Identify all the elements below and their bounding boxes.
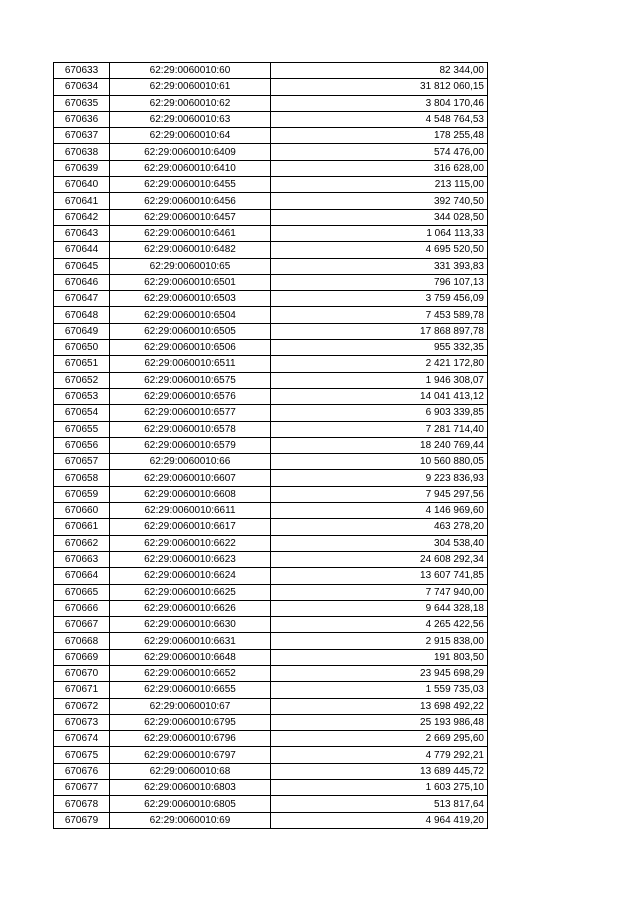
row-number-cell: 670643 — [54, 225, 110, 241]
row-number-cell: 670667 — [54, 617, 110, 633]
cadastral-value-cell: 17 868 897,78 — [271, 323, 488, 339]
cadastral-number-cell: 62:29:0060010:68 — [110, 763, 271, 779]
cadastral-number-cell: 62:29:0060010:6501 — [110, 274, 271, 290]
cadastral-number-cell: 62:29:0060010:60 — [110, 63, 271, 79]
table-row — [54, 177, 488, 193]
table-row — [54, 437, 488, 453]
cadastral-value-cell: 2 915 838,00 — [271, 633, 488, 649]
cadastral-number-cell: 62:29:0060010:6611 — [110, 503, 271, 519]
cadastral-value-cell: 4 779 292,21 — [271, 747, 488, 763]
cadastral-number-cell: 62:29:0060010:6652 — [110, 665, 271, 681]
cadastral-value-cell: 1 603 275,10 — [271, 780, 488, 796]
cadastral-number-cell: 62:29:0060010:66 — [110, 454, 271, 470]
cadastral-value-cell: 7 281 714,40 — [271, 421, 488, 437]
row-number-cell: 670655 — [54, 421, 110, 437]
row-number-cell: 670635 — [54, 95, 110, 111]
cadastral-number-cell: 62:29:0060010:6623 — [110, 551, 271, 567]
cadastral-number-cell: 62:29:0060010:6511 — [110, 356, 271, 372]
table-row — [54, 568, 488, 584]
cadastral-value-cell: 7 945 297,56 — [271, 486, 488, 502]
table-row — [54, 617, 488, 633]
row-number-cell: 670646 — [54, 274, 110, 290]
cadastral-value-cell: 955 332,35 — [271, 340, 488, 356]
table-row — [54, 372, 488, 388]
table-row — [54, 682, 488, 698]
row-number-cell: 670676 — [54, 763, 110, 779]
row-number-cell: 670638 — [54, 144, 110, 160]
cadastral-number-cell: 62:29:0060010:6579 — [110, 437, 271, 453]
row-number-cell: 670639 — [54, 160, 110, 176]
cadastral-value-cell: 4 146 969,60 — [271, 503, 488, 519]
cadastral-number-cell: 62:29:0060010:6576 — [110, 388, 271, 404]
table-row — [54, 698, 488, 714]
cadastral-value-cell: 4 548 764,53 — [271, 111, 488, 127]
table-row — [54, 486, 488, 502]
row-number-cell: 670649 — [54, 323, 110, 339]
table-row — [54, 323, 488, 339]
cadastral-value-cell: 6 903 339,85 — [271, 405, 488, 421]
row-number-cell: 670645 — [54, 258, 110, 274]
cadastral-value-cell: 1 064 113,33 — [271, 225, 488, 241]
cadastral-value-cell: 331 393,83 — [271, 258, 488, 274]
cadastral-value-cell: 463 278,20 — [271, 519, 488, 535]
cadastral-value-cell: 191 803,50 — [271, 649, 488, 665]
row-number-cell: 670661 — [54, 519, 110, 535]
table-row — [54, 307, 488, 323]
cadastral-value-cell: 13 689 445,72 — [271, 763, 488, 779]
table-row — [54, 665, 488, 681]
cadastral-value-cell: 2 421 172,80 — [271, 356, 488, 372]
cadastral-number-cell: 62:29:0060010:6795 — [110, 714, 271, 730]
cadastral-value-cell: 7 747 940,00 — [271, 584, 488, 600]
row-number-cell: 670652 — [54, 372, 110, 388]
cadastral-number-cell: 62:29:0060010:67 — [110, 698, 271, 714]
table-row — [54, 128, 488, 144]
cadastral-number-cell: 62:29:0060010:6622 — [110, 535, 271, 551]
row-number-cell: 670657 — [54, 454, 110, 470]
cadastral-value-cell: 10 560 880,05 — [271, 454, 488, 470]
cadastral-value-cell: 574 476,00 — [271, 144, 488, 160]
table-row — [54, 747, 488, 763]
table-row — [54, 763, 488, 779]
cadastral-value-cell: 7 453 589,78 — [271, 307, 488, 323]
cadastral-number-cell: 62:29:0060010:64 — [110, 128, 271, 144]
cadastral-number-cell: 62:29:0060010:6504 — [110, 307, 271, 323]
cadastral-number-cell: 62:29:0060010:6607 — [110, 470, 271, 486]
cadastral-number-cell: 62:29:0060010:6608 — [110, 486, 271, 502]
row-number-cell: 670675 — [54, 747, 110, 763]
table-row — [54, 225, 488, 241]
cadastral-number-cell: 62:29:0060010:69 — [110, 812, 271, 828]
table-row — [54, 535, 488, 551]
cadastral-number-cell: 62:29:0060010:6625 — [110, 584, 271, 600]
row-number-cell: 670644 — [54, 242, 110, 258]
row-number-cell: 670659 — [54, 486, 110, 502]
row-number-cell: 670662 — [54, 535, 110, 551]
cadastral-number-cell: 62:29:0060010:6805 — [110, 796, 271, 812]
cadastral-number-cell: 62:29:0060010:6803 — [110, 780, 271, 796]
table-row — [54, 714, 488, 730]
table-row — [54, 144, 488, 160]
row-number-cell: 670637 — [54, 128, 110, 144]
cadastral-value-cell: 3 804 170,46 — [271, 95, 488, 111]
row-number-cell: 670678 — [54, 796, 110, 812]
row-number-cell: 670647 — [54, 291, 110, 307]
table-row — [54, 780, 488, 796]
cadastral-number-cell: 62:29:0060010:6796 — [110, 731, 271, 747]
table-row — [54, 160, 488, 176]
cadastral-value-cell: 344 028,50 — [271, 209, 488, 225]
table-row — [54, 454, 488, 470]
cadastral-value-cell: 3 759 456,09 — [271, 291, 488, 307]
cadastral-value-cell: 13 698 492,22 — [271, 698, 488, 714]
row-number-cell: 670648 — [54, 307, 110, 323]
table-row — [54, 258, 488, 274]
cadastral-value-cell: 4 695 520,50 — [271, 242, 488, 258]
row-number-cell: 670640 — [54, 177, 110, 193]
cadastral-number-cell: 62:29:0060010:6461 — [110, 225, 271, 241]
table-row — [54, 649, 488, 665]
cadastral-value-cell: 513 817,64 — [271, 796, 488, 812]
cadastral-value-cell: 18 240 769,44 — [271, 437, 488, 453]
row-number-cell: 670656 — [54, 437, 110, 453]
cadastral-value-table — [53, 62, 488, 829]
row-number-cell: 670658 — [54, 470, 110, 486]
row-number-cell: 670673 — [54, 714, 110, 730]
cadastral-value-cell: 4 265 422,56 — [271, 617, 488, 633]
table-row — [54, 95, 488, 111]
table-row — [54, 63, 488, 79]
cadastral-number-cell: 62:29:0060010:6626 — [110, 600, 271, 616]
cadastral-number-cell: 62:29:0060010:6655 — [110, 682, 271, 698]
cadastral-number-cell: 62:29:0060010:6455 — [110, 177, 271, 193]
cadastral-value-cell: 796 107,13 — [271, 274, 488, 290]
table-row — [54, 405, 488, 421]
row-number-cell: 670674 — [54, 731, 110, 747]
cadastral-number-cell: 62:29:0060010:62 — [110, 95, 271, 111]
row-number-cell: 670669 — [54, 649, 110, 665]
cadastral-number-cell: 62:29:0060010:6506 — [110, 340, 271, 356]
table-row — [54, 242, 488, 258]
cadastral-number-cell: 62:29:0060010:6410 — [110, 160, 271, 176]
row-number-cell: 670665 — [54, 584, 110, 600]
cadastral-number-cell: 62:29:0060010:6797 — [110, 747, 271, 763]
row-number-cell: 670670 — [54, 665, 110, 681]
cadastral-number-cell: 62:29:0060010:6409 — [110, 144, 271, 160]
cadastral-value-cell: 24 608 292,34 — [271, 551, 488, 567]
row-number-cell: 670663 — [54, 551, 110, 567]
cadastral-number-cell: 62:29:0060010:65 — [110, 258, 271, 274]
table-row — [54, 584, 488, 600]
table-row — [54, 356, 488, 372]
cadastral-number-cell: 62:29:0060010:61 — [110, 79, 271, 95]
cadastral-value-cell: 9 223 836,93 — [271, 470, 488, 486]
cadastral-number-cell: 62:29:0060010:6631 — [110, 633, 271, 649]
cadastral-number-cell: 62:29:0060010:6482 — [110, 242, 271, 258]
table-row — [54, 519, 488, 535]
table-row — [54, 633, 488, 649]
row-number-cell: 670668 — [54, 633, 110, 649]
row-number-cell: 670633 — [54, 63, 110, 79]
table-row — [54, 111, 488, 127]
row-number-cell: 670666 — [54, 600, 110, 616]
table-row — [54, 274, 488, 290]
cadastral-value-cell: 31 812 060,15 — [271, 79, 488, 95]
cadastral-value-cell: 14 041 413,12 — [271, 388, 488, 404]
table-row — [54, 503, 488, 519]
cadastral-value-cell: 2 669 295,60 — [271, 731, 488, 747]
row-number-cell: 670677 — [54, 780, 110, 796]
row-number-cell: 670653 — [54, 388, 110, 404]
table-row — [54, 388, 488, 404]
cadastral-value-cell: 23 945 698,29 — [271, 665, 488, 681]
cadastral-table-container — [53, 62, 487, 829]
cadastral-value-cell: 25 193 986,48 — [271, 714, 488, 730]
cadastral-number-cell: 62:29:0060010:6624 — [110, 568, 271, 584]
row-number-cell: 670671 — [54, 682, 110, 698]
row-number-cell: 670634 — [54, 79, 110, 95]
cadastral-value-cell: 4 964 419,20 — [271, 812, 488, 828]
row-number-cell: 670672 — [54, 698, 110, 714]
cadastral-value-cell: 392 740,50 — [271, 193, 488, 209]
table-body — [54, 63, 488, 829]
table-row — [54, 812, 488, 828]
cadastral-number-cell: 62:29:0060010:6617 — [110, 519, 271, 535]
cadastral-value-cell: 1 559 735,03 — [271, 682, 488, 698]
cadastral-value-cell: 82 344,00 — [271, 63, 488, 79]
cadastral-number-cell: 62:29:0060010:6457 — [110, 209, 271, 225]
row-number-cell: 670651 — [54, 356, 110, 372]
row-number-cell: 670679 — [54, 812, 110, 828]
row-number-cell: 670650 — [54, 340, 110, 356]
cadastral-number-cell: 62:29:0060010:63 — [110, 111, 271, 127]
cadastral-number-cell: 62:29:0060010:6456 — [110, 193, 271, 209]
cadastral-number-cell: 62:29:0060010:6503 — [110, 291, 271, 307]
cadastral-value-cell: 304 538,40 — [271, 535, 488, 551]
table-row — [54, 340, 488, 356]
table-row — [54, 731, 488, 747]
table-row — [54, 470, 488, 486]
cadastral-value-cell: 213 115,00 — [271, 177, 488, 193]
cadastral-number-cell: 62:29:0060010:6505 — [110, 323, 271, 339]
row-number-cell: 670660 — [54, 503, 110, 519]
table-row — [54, 193, 488, 209]
cadastral-number-cell: 62:29:0060010:6648 — [110, 649, 271, 665]
table-row — [54, 600, 488, 616]
cadastral-value-cell: 178 255,48 — [271, 128, 488, 144]
cadastral-number-cell: 62:29:0060010:6575 — [110, 372, 271, 388]
cadastral-value-cell: 1 946 308,07 — [271, 372, 488, 388]
table-row — [54, 291, 488, 307]
cadastral-value-cell: 316 628,00 — [271, 160, 488, 176]
table-row — [54, 421, 488, 437]
cadastral-number-cell: 62:29:0060010:6578 — [110, 421, 271, 437]
cadastral-value-cell: 13 607 741,85 — [271, 568, 488, 584]
table-row — [54, 796, 488, 812]
row-number-cell: 670641 — [54, 193, 110, 209]
cadastral-value-cell: 9 644 328,18 — [271, 600, 488, 616]
table-row — [54, 209, 488, 225]
cadastral-number-cell: 62:29:0060010:6577 — [110, 405, 271, 421]
cadastral-number-cell: 62:29:0060010:6630 — [110, 617, 271, 633]
table-row — [54, 551, 488, 567]
row-number-cell: 670642 — [54, 209, 110, 225]
table-row — [54, 79, 488, 95]
row-number-cell: 670664 — [54, 568, 110, 584]
row-number-cell: 670654 — [54, 405, 110, 421]
row-number-cell: 670636 — [54, 111, 110, 127]
